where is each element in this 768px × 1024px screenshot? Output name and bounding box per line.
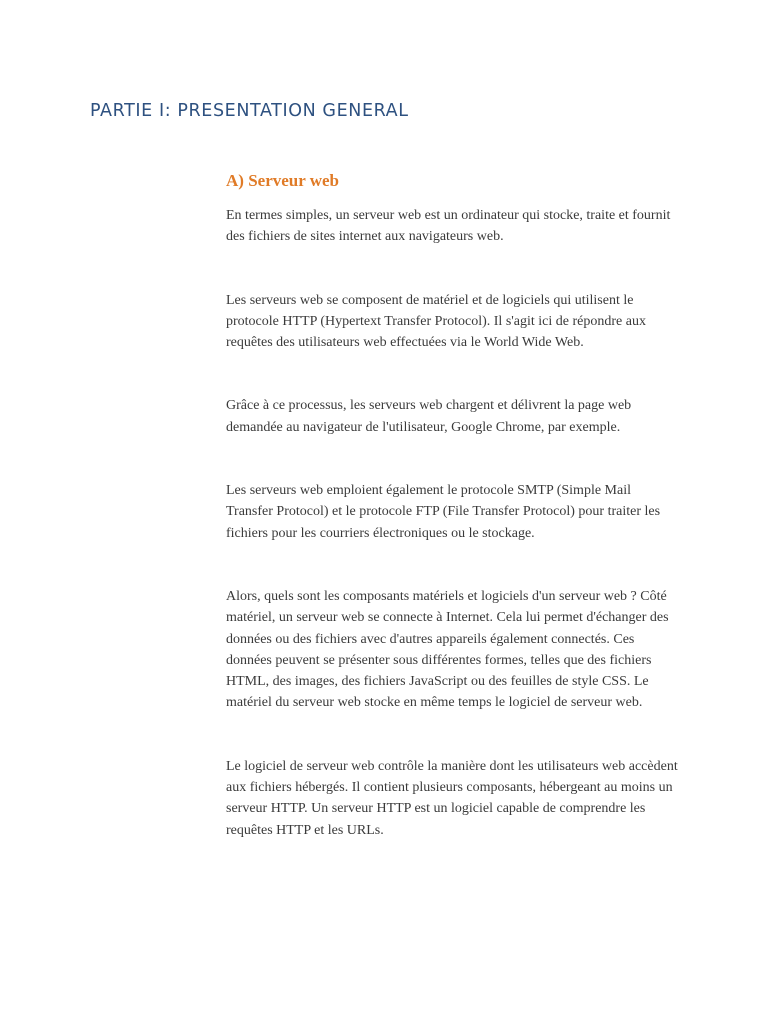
paragraph-3: Grâce à ce processus, les serveurs web chargent et délivrent la page web demandée au navigateur de l'utilisateur, Google Chrome, par exemple. [226, 398, 632, 435]
paragraph-2: Les serveurs web se composent de matériel et de logiciels qui utilisent le protocole HTTP (Hypertext Transfer Protocol). Il s'agit ici de répondre aux requêtes des utilisateurs web effectuées via le World Wide Web. [226, 292, 646, 351]
paragraph-4: Les serveurs web emploient également le protocole SMTP (Simple Mail Transfer Protocol) et le protocole FTP (File Transfer Protocol) pour traiter les fichiers pour les courriers électroniques ou le stockage. [226, 483, 661, 541]
part-title: PARTIE I: PRESENTATION GENERAL [90, 101, 409, 121]
paragraph-5: Alors, quels sont les composants matériels et logiciels d'un serveur web ? Côté matériel, un serveur web se connecte à Internet. Cela lui permet d'échanger des données ou des fichiers avec d'autres appareils également connectés. Ces données peuvent se présenter sous différentes formes, telles que des fichiers HTML, des images, des fichiers JavaScript ou des feuilles de style CSS. Le matériel du serveur web stocke en même temps le logiciel de serveur web. [226, 588, 669, 711]
paragraph-1: En termes simples, un serveur web est un ordinateur qui stocke, traite et fournit des fichiers de sites internet aux navigateurs web. [226, 208, 671, 245]
section-serveur-web [226, 171, 681, 883]
paragraph-6: Le logiciel de serveur web contrôle la manière dont les utilisateurs web accèdent aux fichiers hébergés. Il contient plusieurs composants, hébergeant au moins un serveur HTTP. Un serveur HTTP est un logiciel capable de comprendre les requêtes HTTP et les URLs. [226, 758, 678, 838]
section-heading: A) Serveur web [226, 171, 339, 190]
